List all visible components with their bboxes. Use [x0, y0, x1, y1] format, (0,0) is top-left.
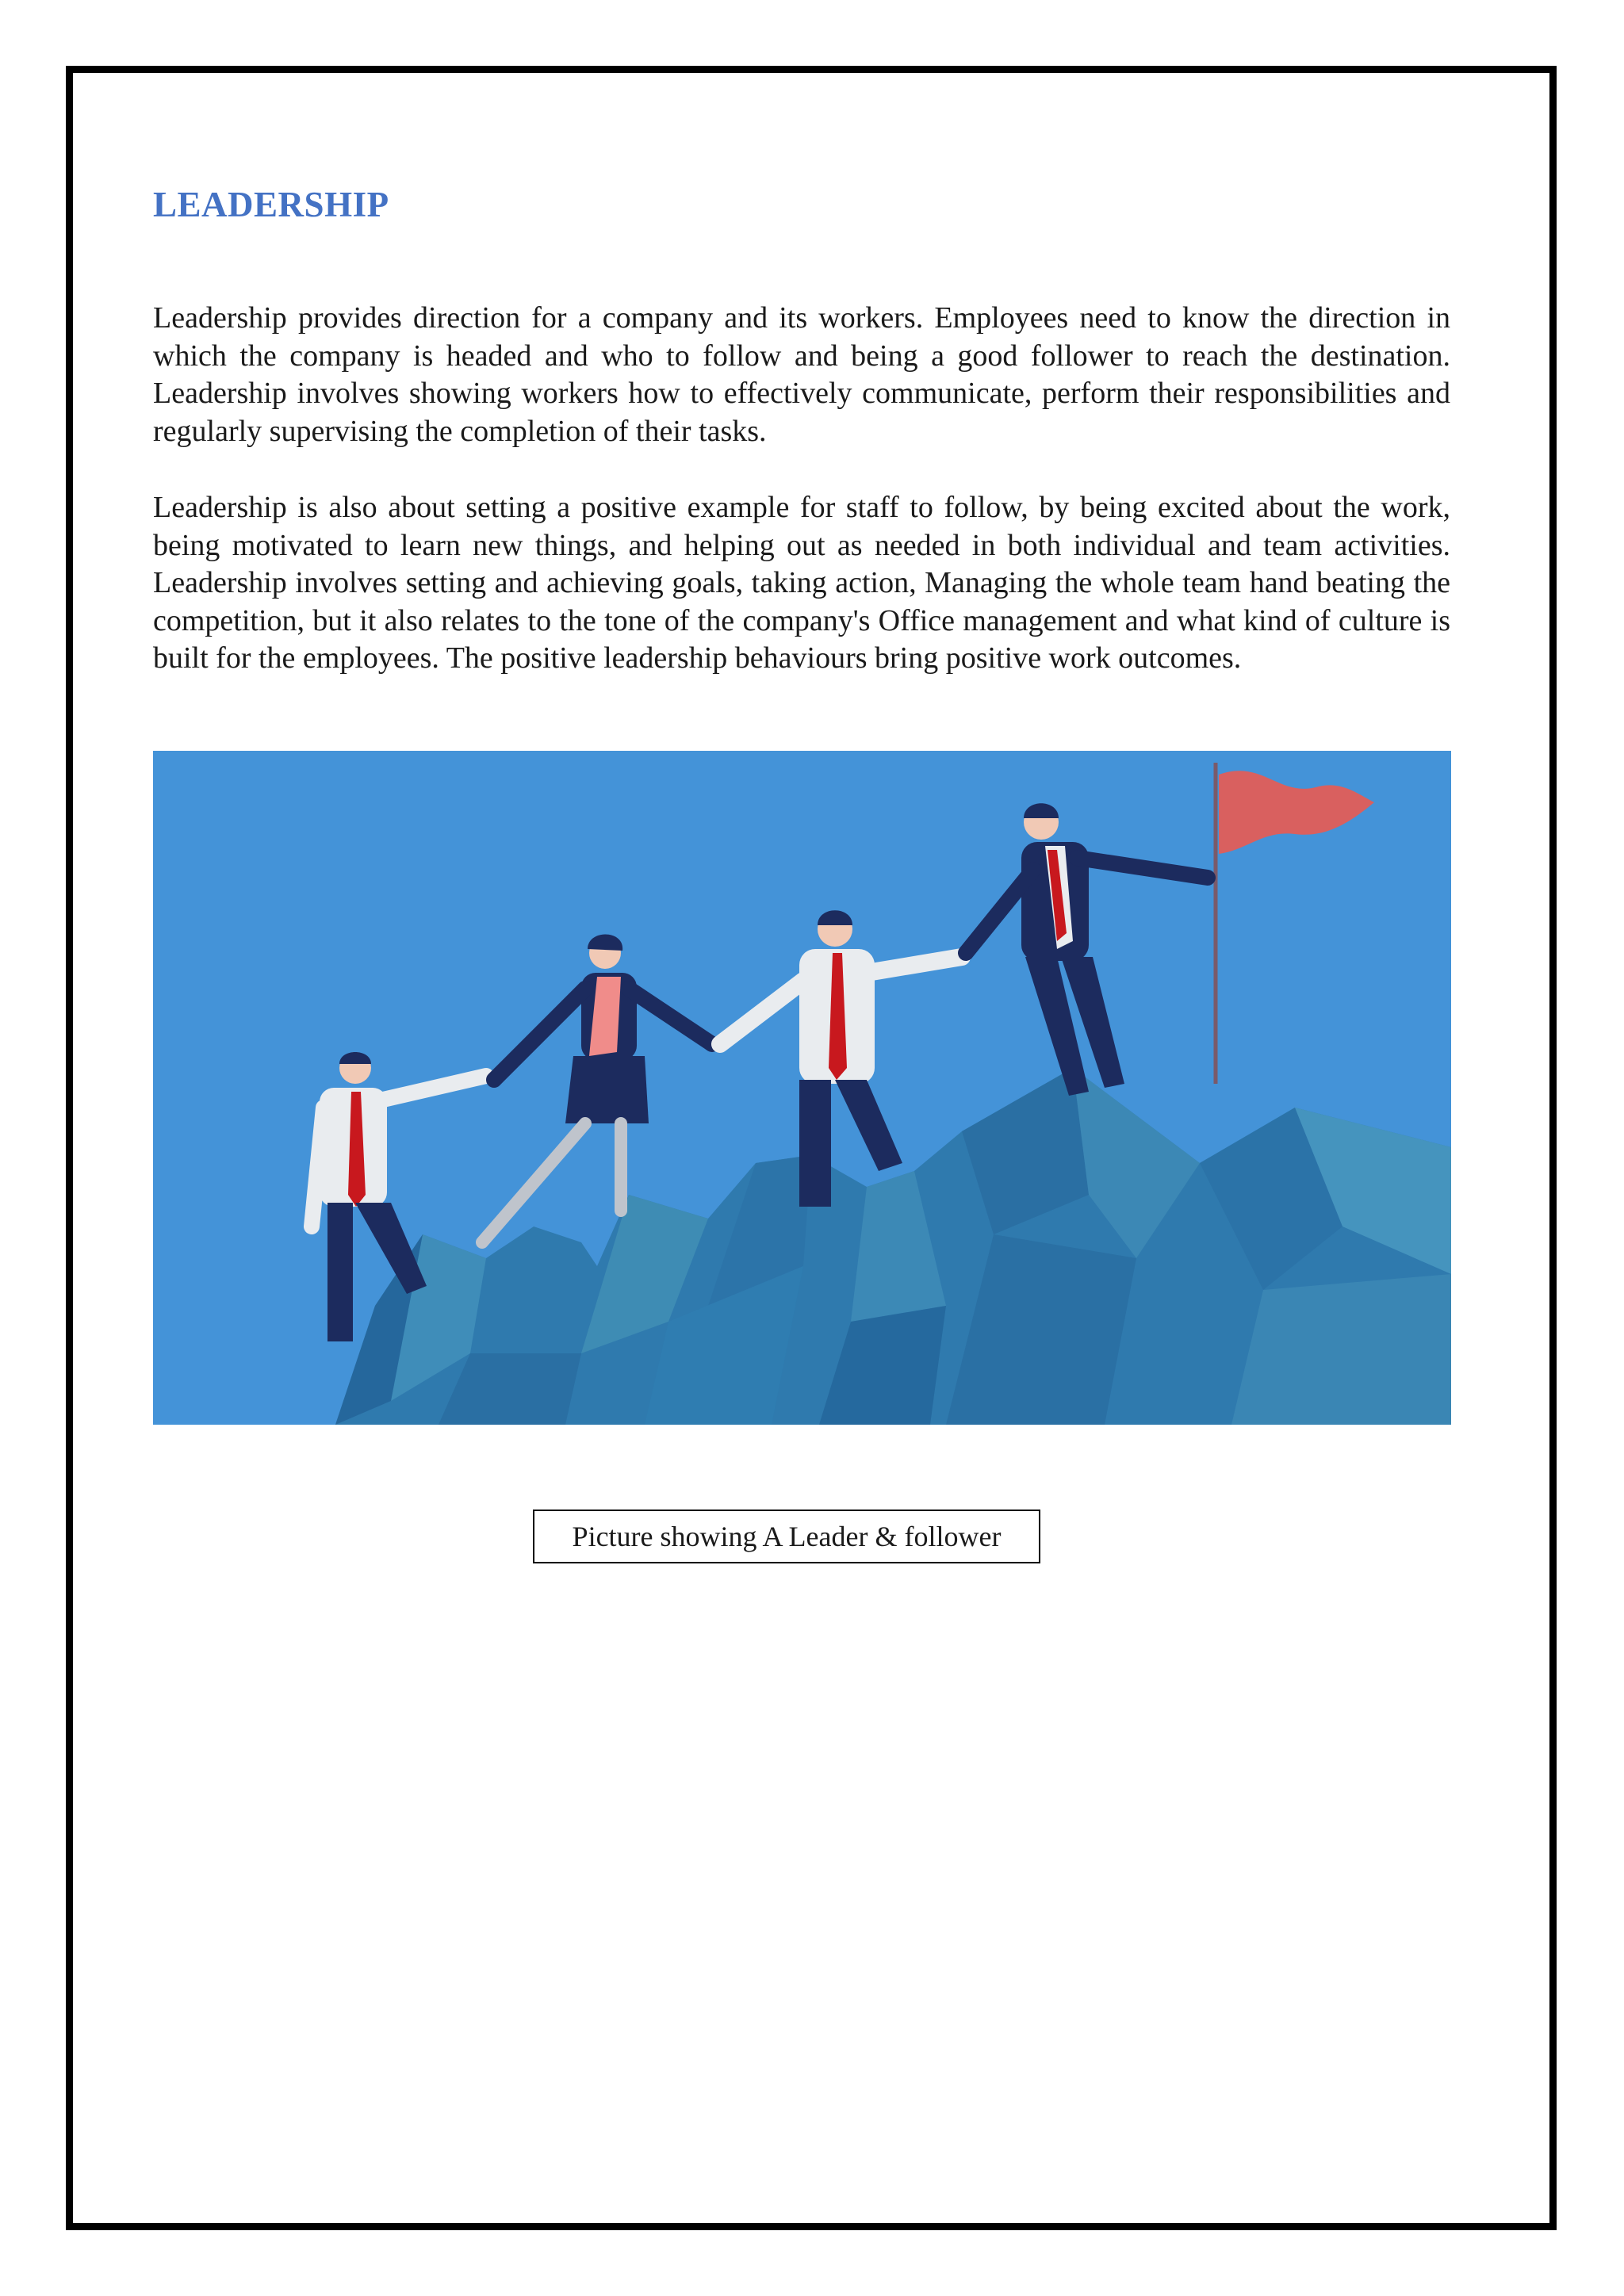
paragraph-1: Leadership provides direction for a company and its workers. Employees need to know the direction in which the company is headed and who to follow and being a good follower to reach the destination. Leadership involves showing workers how to effectively communicate, perform their responsibilities and regularly supervising the completion of their tasks.: [153, 301, 1450, 448]
caption-box: [533, 1510, 1040, 1563]
leadership-illustration: [153, 751, 1451, 1425]
page-title: LEADERSHIP: [153, 185, 389, 224]
image-caption: Picture showing A Leader & follower: [572, 1521, 1002, 1552]
paragraph-2: Leadership is also about setting a positive example for staff to follow, by being excited about the work, being motivated to learn new things, and helping out as needed in both individual and team activities. Leadership involves setting and achieving goals, taking action, Managing the whole team hand beating the competition, but it also relates to the tone of the company's Office management and what kind of culture is built for the employees. The positive leadership behaviours bring positive work outcomes.: [153, 491, 1450, 675]
